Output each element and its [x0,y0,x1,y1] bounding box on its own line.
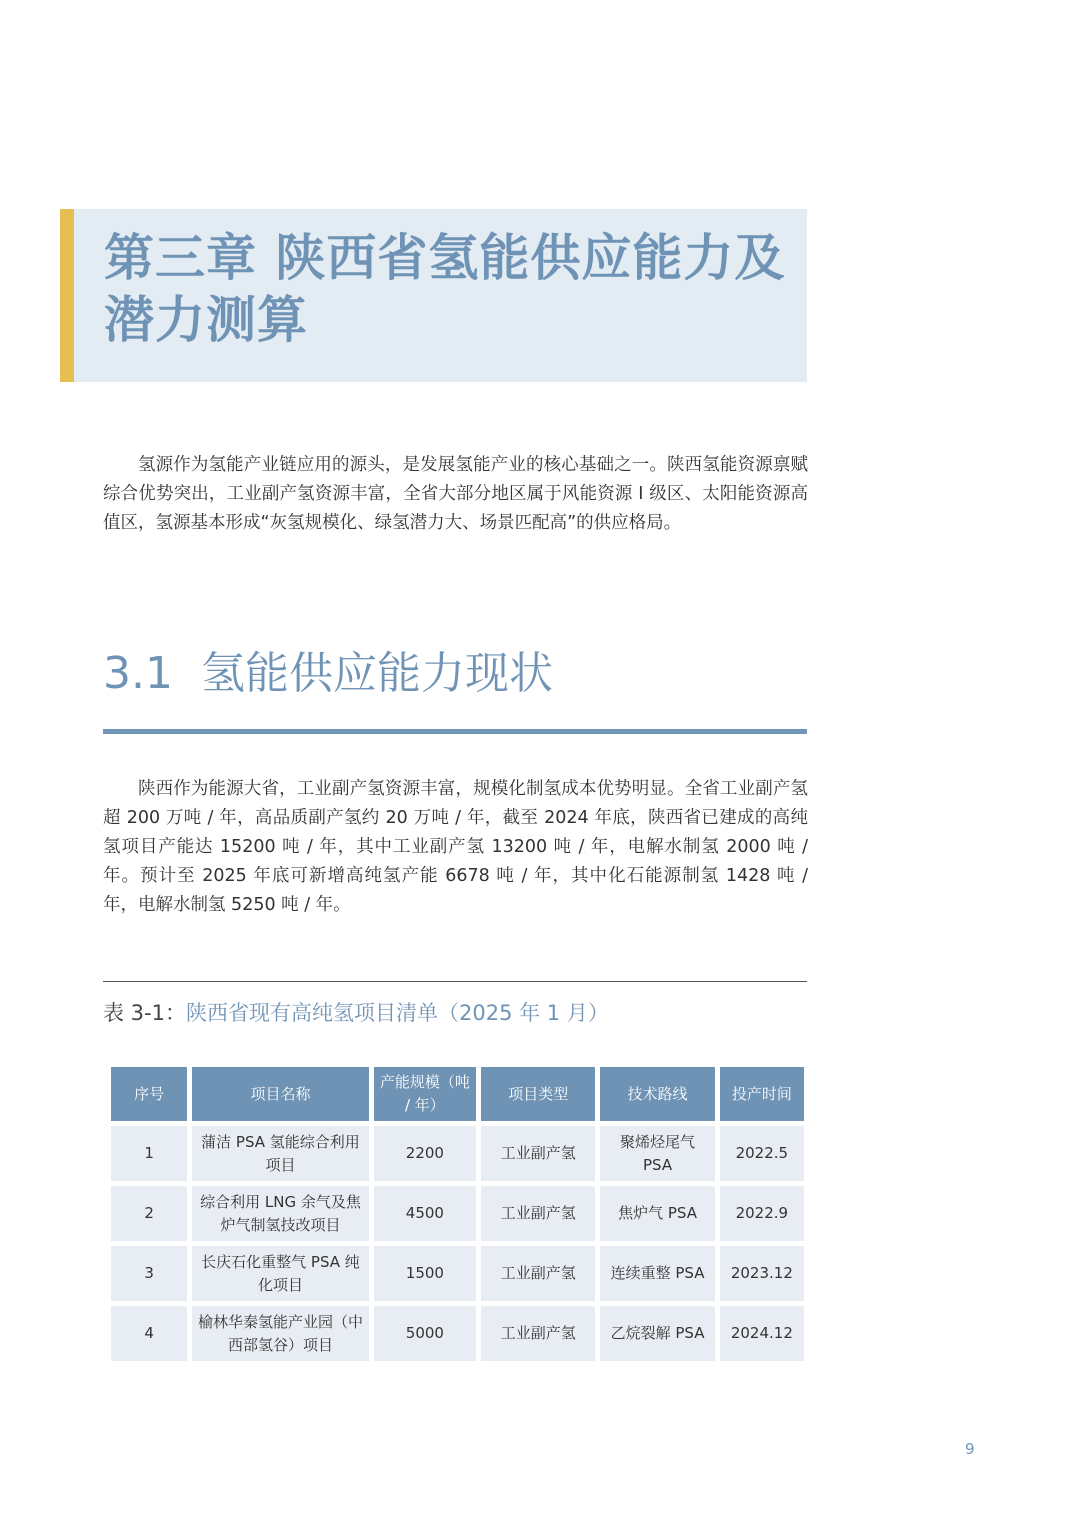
section-heading [103,644,553,704]
cell-project-type: 工业副产氢 [481,1306,595,1361]
cell-project-name: 长庆石化重整气 PSA 纯化项目 [192,1246,369,1301]
cell-start-time: 2022.5 [720,1126,804,1181]
cell-index: 3 [111,1246,187,1301]
section-title: 氢能供应能力现状 [200,648,553,699]
cell-start-time: 2022.9 [720,1186,804,1241]
intro-paragraph: 氢源作为氢能产业链应用的源头，是发展氢能产业的核心基础之一。陕西氢能资源禀赋综合优势突出，工业副产氢资源丰富，全省大部分地区属于风能资源 Ⅰ 级区、太阳能资源高值区，氢源基本形成“灰氢规模化、绿氢潜力大、场景匹配高”的供应格局。 [103,455,808,533]
cell-index: 2 [111,1186,187,1241]
section-number: 3.1 [103,648,173,699]
chapter-title: 第三章 陕西省氢能供应能力及潜力测算 [104,229,786,349]
header-project-name: 项目名称 [192,1067,369,1121]
table-row [111,1246,804,1301]
table-caption-text: 陕西省现有高纯氢项目清单（2025 年 1 月） [185,1001,609,1025]
cell-capacity: 4500 [374,1186,476,1241]
cell-index: 1 [111,1126,187,1181]
cell-tech-route: 乙烷裂解 PSA [600,1306,714,1361]
chapter-accent-bar [60,209,74,382]
header-capacity: 产能规模（吨 / 年） [374,1067,476,1121]
table-row [111,1306,804,1361]
header-tech-route: 技术路线 [600,1067,714,1121]
cell-project-name: 榆林华秦氢能产业园（中西部氢谷）项目 [192,1306,369,1361]
cell-project-name: 蒲洁 PSA 氢能综合利用项目 [192,1126,369,1181]
cell-project-name: 综合利用 LNG 余气及焦炉气制氢技改项目 [192,1186,369,1241]
table-row [111,1126,804,1181]
cell-index: 4 [111,1306,187,1361]
page-number: 9 [965,1440,975,1458]
section-paragraph: 陕西作为能源大省，工业副产氢资源丰富，规模化制氢成本优势明显。全省工业副产氢超 200 万吨 / 年，高品质副产氢约 20 万吨 / 年，截至 2024 年底，陕西省已建成的高纯氢项目产能达 15200 吨 / 年，其中工业副产氢 13200 吨 / 年，电解水制氢 2000 吨 / 年。预计至 2025 年底可新增高纯氢产能 6678 吨 / 年，其中化石能源制氢 1428 吨 / 年，电解水制氢 5250 吨 / 年。 [103,779,808,915]
cell-tech-route: 焦炉气 PSA [600,1186,714,1241]
table-caption [103,996,609,1030]
cell-tech-route: 聚烯烃尾气 PSA [600,1126,714,1181]
header-index: 序号 [111,1067,187,1121]
cell-capacity: 2200 [374,1126,476,1181]
table-row [111,1186,804,1241]
cell-tech-route: 连续重整 PSA [600,1246,714,1301]
cell-capacity: 5000 [374,1306,476,1361]
cell-project-type: 工业副产氢 [481,1186,595,1241]
header-start-time: 投产时间 [720,1067,804,1121]
cell-start-time: 2023.12 [720,1246,804,1301]
table-top-divider [103,981,807,982]
section-divider [103,729,807,734]
table-caption-label: 表 3-1： [103,1001,186,1025]
table-header-row [111,1067,804,1121]
header-project-type: 项目类型 [481,1067,595,1121]
cell-project-type: 工业副产氢 [481,1246,595,1301]
chapter-header [60,209,807,382]
cell-capacity: 1500 [374,1246,476,1301]
cell-project-type: 工业副产氢 [481,1126,595,1181]
project-table [106,1062,809,1366]
cell-start-time: 2024.12 [720,1306,804,1361]
